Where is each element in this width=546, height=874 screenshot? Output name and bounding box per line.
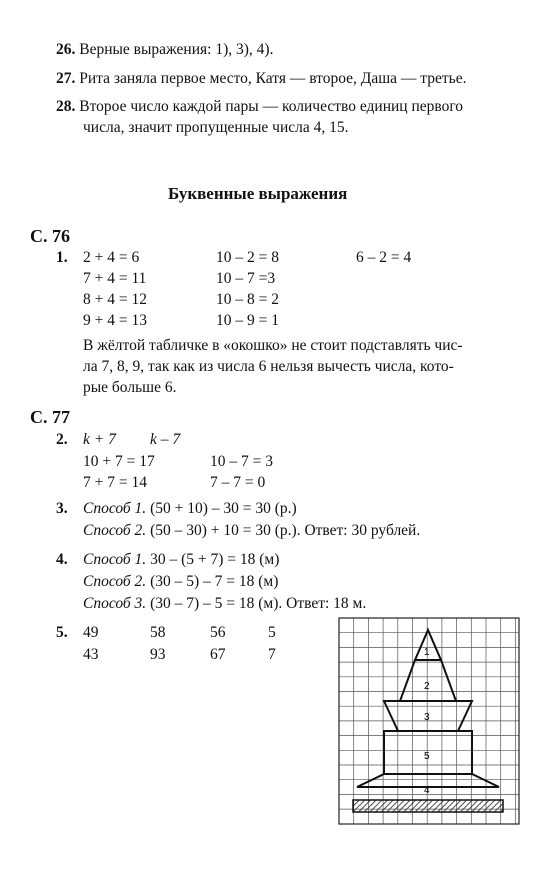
method-label: Способ 2.: [83, 573, 147, 590]
item-number: 28.: [56, 98, 76, 115]
task-number: 4.: [56, 551, 68, 568]
method-label: Способ 2.: [83, 522, 147, 539]
equation: 7 – 7 = 0: [210, 474, 266, 491]
equation: 7 + 4 = 11: [83, 270, 147, 287]
equation: 6 – 2 = 4: [356, 249, 412, 266]
paragraph-line: В жёлтой табличке в «окошко» не стоит подставлять чис-: [83, 337, 463, 354]
equation: 10 – 7 = 3: [210, 453, 273, 470]
task-number: 1.: [56, 249, 68, 266]
solution-line: [83, 550, 279, 570]
figure-label: 1: [424, 647, 430, 658]
method-text: (50 + 10) – 30 = 30 (р.): [146, 500, 297, 517]
method-label: Способ 3.: [83, 595, 147, 612]
solution-line: [83, 594, 366, 614]
chapter-title: Буквенные выражения: [168, 184, 348, 203]
paragraph-line: ла 7, 8, 9, так как из числа 6 нельзя вычесть числа, кото-: [83, 358, 454, 375]
item-number: 26.: [56, 41, 76, 58]
number-cell: 56: [210, 624, 226, 641]
solution-line: [83, 521, 420, 541]
expression: k – 7: [150, 431, 181, 448]
solution-line: [83, 572, 278, 592]
figure-label: 5: [424, 751, 430, 762]
expression: k + 7: [83, 431, 116, 448]
equation: 8 + 4 = 12: [83, 291, 147, 308]
equation: 2 + 4 = 6: [83, 249, 140, 266]
equation: 10 – 2 = 8: [216, 249, 279, 266]
number-cell: 5: [268, 624, 276, 641]
equation: 7 + 7 = 14: [83, 474, 147, 491]
figure-label: 4: [424, 785, 430, 796]
method-text: (30 – 7) – 5 = 18 (м). Ответ: 18 м.: [146, 595, 367, 612]
page-label-76: С. 76: [30, 226, 70, 246]
equation: 10 – 7 =3: [216, 270, 276, 287]
solution-line: [83, 499, 297, 519]
figure-label: 3: [424, 712, 430, 723]
equation: 9 + 4 = 13: [83, 312, 147, 329]
method-label: Способ 1.: [83, 500, 147, 517]
task-number: 3.: [56, 500, 68, 517]
item-26: [56, 40, 273, 60]
method-text: (50 – 30) + 10 = 30 (р.). Ответ: 30 рублей.: [146, 522, 421, 539]
item-27: [56, 69, 467, 89]
equation: 10 – 8 = 2: [216, 291, 279, 308]
hatched-base: [353, 800, 503, 812]
item-number: 27.: [56, 70, 76, 87]
number-cell: 49: [83, 624, 99, 641]
page-label-77: С. 77: [30, 407, 70, 427]
item-text: Верные выражения: 1), 3), 4).: [79, 41, 274, 58]
method-label: Способ 1.: [83, 551, 147, 568]
method-text: (30 – 5) – 7 = 18 (м): [146, 573, 279, 590]
equation: 10 + 7 = 17: [83, 453, 155, 470]
number-cell: 43: [83, 646, 99, 663]
item-text: Второе число каждой пары — количество единиц первого: [79, 98, 464, 115]
item-28-continuation: числа, значит пропущенные числа 4, 15.: [83, 119, 349, 136]
task-number: 2.: [56, 431, 68, 448]
item-28: [56, 97, 463, 117]
item-text: Рита заняла первое место, Катя — второе, Даша — третье.: [79, 70, 467, 87]
equation: 10 – 9 = 1: [216, 312, 279, 329]
paragraph-line: рые больше 6.: [83, 379, 177, 396]
task-number: 5.: [56, 624, 68, 641]
number-cell: 58: [150, 624, 166, 641]
method-text: 30 – (5 + 7) = 18 (м): [146, 551, 280, 568]
number-cell: 7: [268, 646, 276, 663]
figure-label: 2: [424, 681, 430, 692]
number-cell: 67: [210, 646, 226, 663]
number-cell: 93: [150, 646, 166, 663]
grid-figure: [338, 617, 520, 825]
